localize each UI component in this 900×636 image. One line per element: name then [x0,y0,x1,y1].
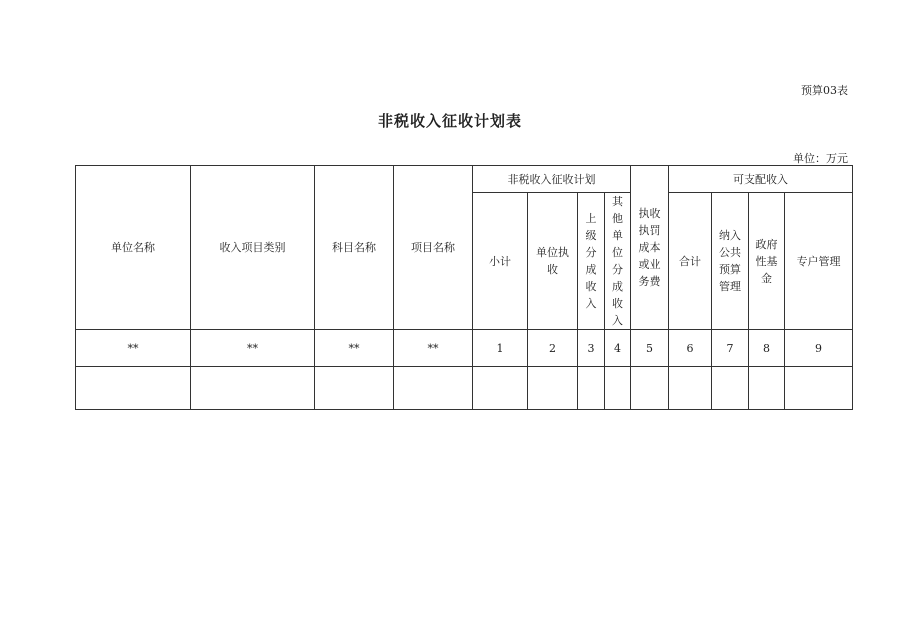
header-total: 合计 [669,193,712,330]
table-cell: 9 [785,330,853,367]
header-unit-name: 单位名称 [76,166,191,330]
header-other-unit-share: 其 他 单 位 分 成 收 入 [605,193,631,330]
page-title: 非税收入征收计划表 [377,112,522,130]
table-cell: ** [315,330,394,367]
table-cell: ** [191,330,315,367]
table-cell: 7 [712,330,749,367]
empty-cell [394,367,473,410]
header-income-category: 收入项目类别 [191,166,315,330]
empty-cell [528,367,578,410]
empty-cell [631,367,669,410]
header-penalty-cost: 执收 执罚 成本 或业 务费 [631,166,669,330]
empty-cell [76,367,191,410]
table-cell: 8 [749,330,785,367]
empty-cell [578,367,605,410]
header-group-plan: 非税收入征收计划 [473,166,631,193]
header-superior-share: 上 级 分 成 收 入 [578,193,605,330]
empty-cell [749,367,785,410]
header-subtotal: 小计 [473,193,528,330]
table-cell: 3 [578,330,605,367]
table-cell: ** [76,330,191,367]
table-row-empty [76,367,853,410]
table-cell: 6 [669,330,712,367]
empty-cell [605,367,631,410]
table-cell: ** [394,330,473,367]
empty-cell [669,367,712,410]
header-group-disposable: 可支配收入 [669,166,853,193]
header-unit-exec: 单位执 收 [528,193,578,330]
table-row [76,330,853,367]
unit-label: 单位：万元 [793,152,848,165]
header-gov-fund: 政府 性基 金 [749,193,785,330]
plan-table [75,165,853,410]
header-subject-name: 科目名称 [315,166,394,330]
table-cell: 5 [631,330,669,367]
table-cell: 2 [528,330,578,367]
table-cell: 1 [473,330,528,367]
empty-cell [191,367,315,410]
empty-cell [315,367,394,410]
empty-cell [712,367,749,410]
form-number: 预算03表 [801,84,848,97]
header-public-budget: 纳入 公共 预算 管理 [712,193,749,330]
header-special-account: 专户管理 [785,193,853,330]
empty-cell [785,367,853,410]
empty-cell [473,367,528,410]
table-cell: 4 [605,330,631,367]
header-project-name: 项目名称 [394,166,473,330]
